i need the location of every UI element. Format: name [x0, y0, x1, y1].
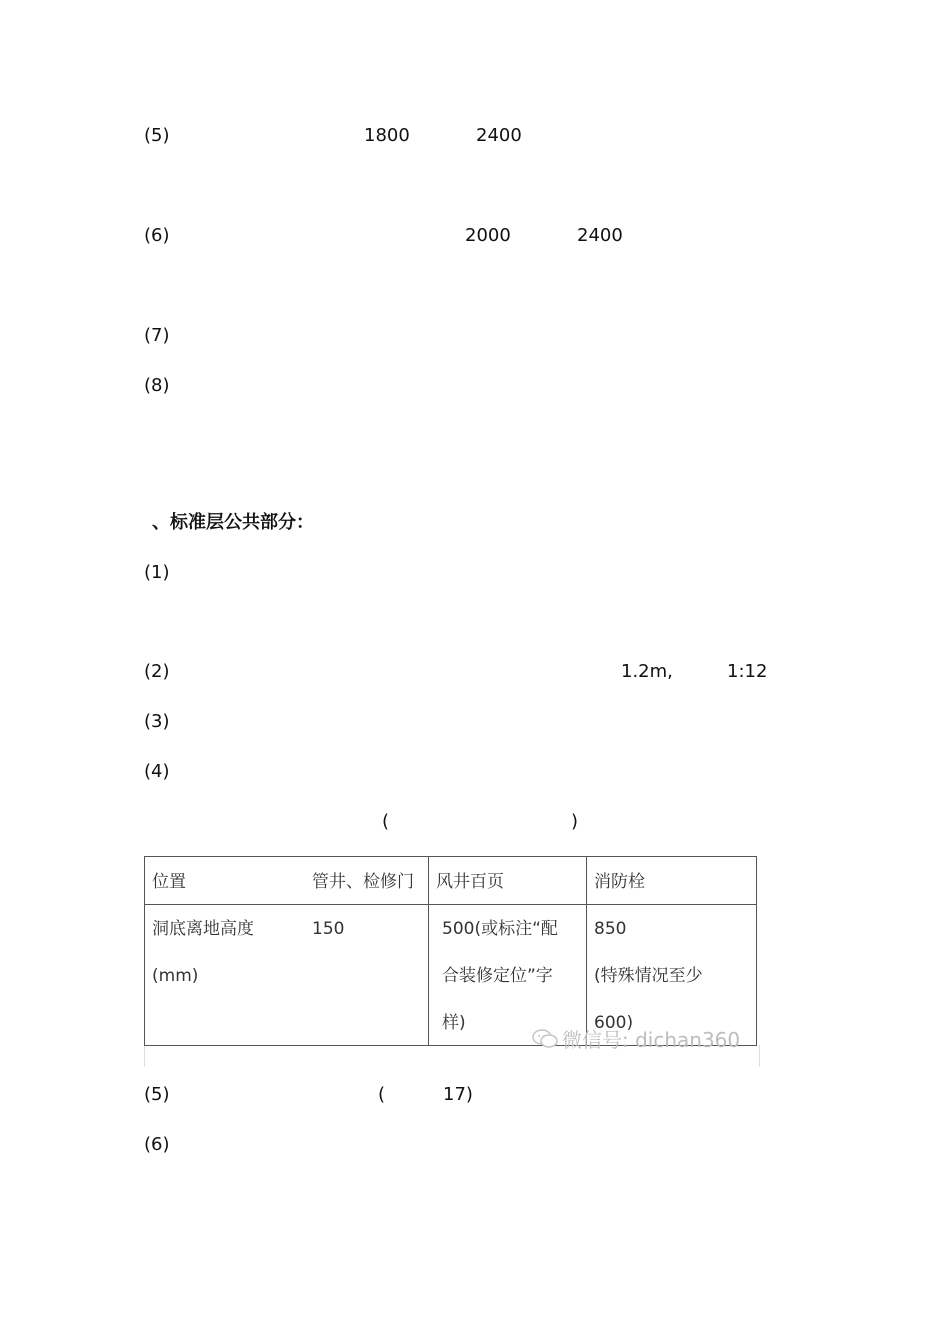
value-17: 17) — [443, 1084, 473, 1105]
row-shaft-door-value: 150 — [312, 919, 345, 939]
header-hydrant: 消防栓 — [594, 872, 645, 892]
value-1800: 1800 — [364, 125, 410, 146]
header-position: 位置 — [152, 872, 186, 892]
item-number-4: (4) — [144, 761, 170, 782]
table-header-row — [145, 857, 757, 905]
watermark-text: 微信号: dichan360 — [562, 1028, 741, 1052]
item-number-3: (3) — [144, 711, 170, 732]
row-label-line1: 洞底离地高度 — [152, 919, 254, 939]
row-cell-position — [145, 905, 429, 1046]
row-label-line2: (mm) — [152, 966, 199, 986]
row-hydrant-line1: 850 — [594, 919, 627, 939]
header-cell-louver — [429, 857, 587, 905]
watermark — [532, 1024, 740, 1054]
item-number-1: (1) — [144, 562, 170, 583]
item-number-7: (7) — [144, 325, 170, 346]
value-slope: 1:12 — [727, 661, 768, 682]
paren-open-b: ( — [378, 1084, 386, 1105]
opening-height-table — [144, 856, 758, 1067]
spec-table — [144, 856, 757, 1046]
item-number-6-b: (6) — [144, 1134, 170, 1155]
row-hydrant-line2: (特殊情况至少 — [594, 966, 703, 986]
item-number-6: (6) — [144, 225, 170, 246]
item-number-8: (8) — [144, 375, 170, 396]
row-louver-line2: 合装修定位”字 — [442, 966, 553, 986]
header-louver: 风井百页 — [436, 872, 504, 892]
header-cell-hydrant — [587, 857, 757, 905]
paren-close: ) — [571, 811, 579, 832]
value-2400: 2400 — [476, 125, 522, 146]
wechat-icon — [532, 1029, 558, 1054]
item-number-2: (2) — [144, 661, 170, 682]
value-2000: 2000 — [465, 225, 511, 246]
header-cell-position — [145, 857, 429, 905]
value-2400-b: 2400 — [577, 225, 623, 246]
row-louver-line1: 500(或标注“配 — [442, 919, 558, 939]
value-width: 1.2m, — [621, 661, 673, 682]
row-hydrant-line3: 600) — [594, 1013, 634, 1033]
header-shaft-door: 管井、检修门 — [312, 872, 414, 892]
item-number-5: (5) — [144, 125, 170, 146]
section-heading: 、标准层公共部分： — [152, 512, 314, 533]
row-louver-line3: 样) — [442, 1013, 466, 1033]
item-number-5-b: (5) — [144, 1084, 170, 1105]
paren-open: ( — [382, 811, 390, 832]
